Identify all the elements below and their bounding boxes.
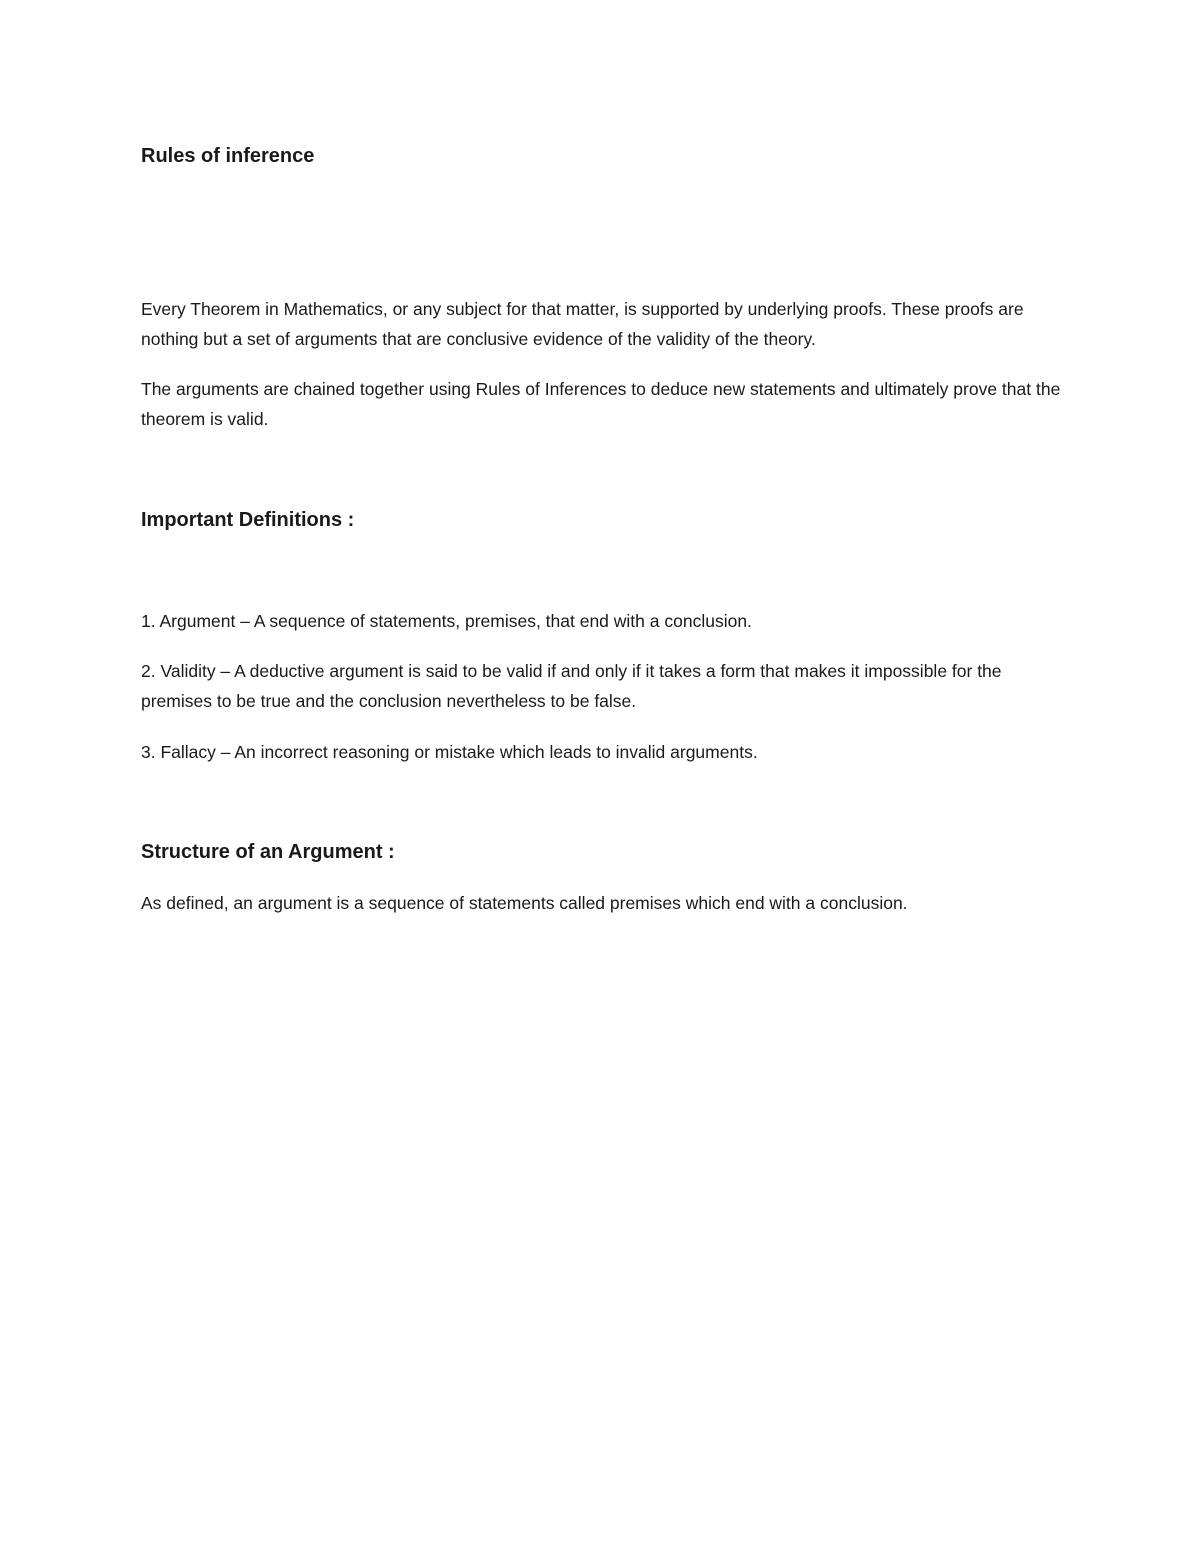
structure-heading: Structure of an Argument :	[141, 841, 395, 863]
document-title: Rules of inference	[141, 145, 315, 167]
structure-paragraph: As defined, an argument is a sequence of statements called premises which end with a conclusion.	[141, 893, 908, 913]
definition-validity: 2. Validity – A deductive argument is said to be valid if and only if it takes a form that makes it impossible for the premises to be true and the conclusion nevertheless to be false.	[141, 661, 1002, 711]
definition-fallacy: 3. Fallacy – An incorrect reasoning or mistake which leads to invalid arguments.	[141, 742, 758, 762]
definitions-heading: Important Definitions :	[141, 509, 355, 531]
intro-paragraph-1: Every Theorem in Mathematics, or any subject for that matter, is supported by underlying proofs. These proofs are nothing but a set of arguments that are conclusive evidence of the validity of the theory.	[141, 299, 1024, 349]
definition-argument: 1. Argument – A sequence of statements, premises, that end with a conclusion.	[141, 611, 752, 631]
intro-paragraph-2: The arguments are chained together using Rules of Inferences to deduce new statements and ultimately prove that the theorem is valid.	[141, 379, 1061, 429]
